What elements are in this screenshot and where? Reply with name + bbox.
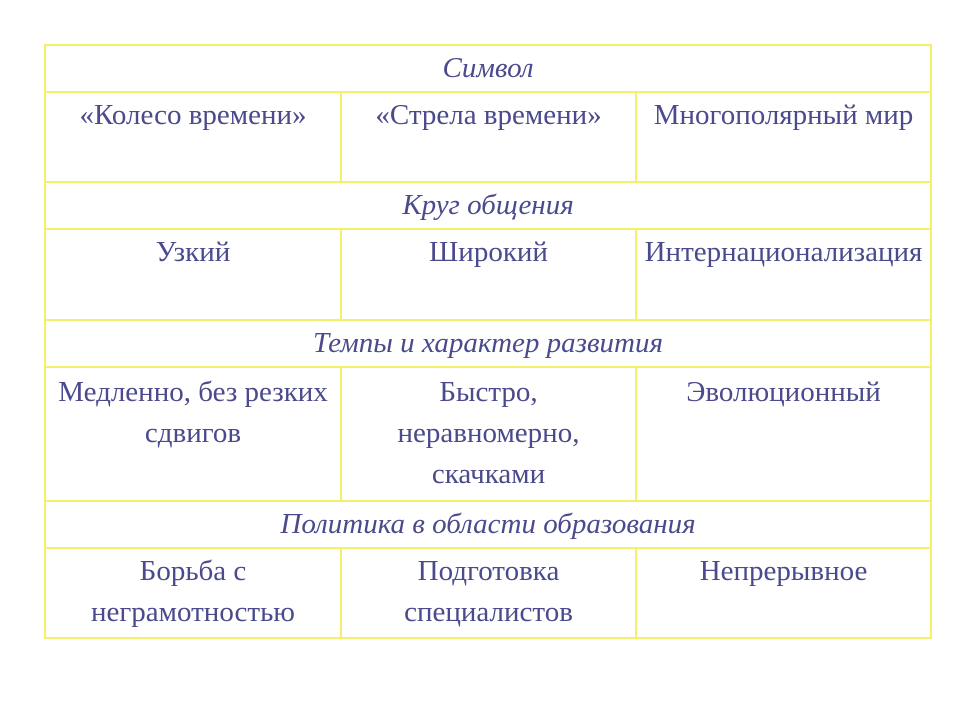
table-cell: Подготовка специалистов xyxy=(341,548,636,638)
comparison-table-container xyxy=(44,44,930,639)
section-header-row xyxy=(45,182,931,229)
section-header-row xyxy=(45,501,931,548)
table-row xyxy=(45,548,931,638)
section-header-row xyxy=(45,320,931,367)
table-cell: Многополярный мир xyxy=(636,92,931,182)
table-cell: Интернационализация xyxy=(636,229,931,320)
table-cell: «Стрела времени» xyxy=(341,92,636,182)
section-title-policy: Политика в области образования xyxy=(45,501,931,548)
section-title-symbol: Символ xyxy=(45,45,931,92)
table-cell: «Колесо времени» xyxy=(45,92,341,182)
section-header-row xyxy=(45,45,931,92)
table-cell: Эволюционный xyxy=(636,367,931,501)
comparison-table xyxy=(44,44,932,639)
table-cell: Борьба с неграмотностью xyxy=(45,548,341,638)
table-row xyxy=(45,367,931,501)
table-cell: Медленно, без резких сдвигов xyxy=(45,367,341,501)
table-cell: Непрерывное xyxy=(636,548,931,638)
table-cell: Широкий xyxy=(341,229,636,320)
table-cell: Узкий xyxy=(45,229,341,320)
section-title-tempo: Темпы и характер развития xyxy=(45,320,931,367)
section-title-circle: Круг общения xyxy=(45,182,931,229)
table-cell: Быстро, неравномерно, скачками xyxy=(341,367,636,501)
table-row xyxy=(45,229,931,320)
table-row xyxy=(45,92,931,182)
